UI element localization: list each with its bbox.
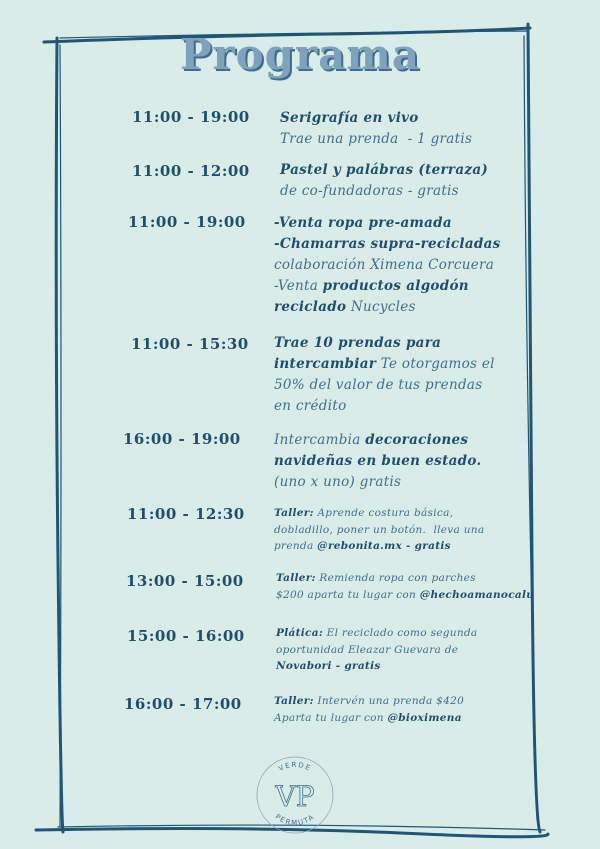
schedule-description [276,570,534,603]
description-line: colaboración Ximena Corcuera [274,257,495,273]
schedule-description [280,160,488,202]
description-line: -Venta productos algodón [274,278,469,294]
description-line: navideñas en buen estado. [274,453,482,469]
description-line: Taller: Remienda ropa con parches [276,572,476,584]
description-line: Plática: El reciclado como segunda [276,627,478,639]
description-line: Aparta tu lugar con @bioximena [274,711,462,724]
schedule-time: 11:00 - 15:30 [131,335,249,353]
description-line: en crédito [274,398,347,414]
description-line: Novabori - gratis [276,660,381,672]
description-line: (uno x uno) gratis [274,474,402,490]
verde-permuta-logo [250,750,340,840]
schedule-description [274,430,481,493]
description-line: reciclado Nucycles [274,299,416,315]
schedule-description [280,108,472,150]
description-line: intercambiar Te otorgamos el [274,356,495,372]
description-line: -Venta ropa pre-amada [274,215,452,231]
description-line: Serigrafía en vivo [280,110,419,126]
schedule-time: 11:00 - 19:00 [132,108,250,126]
schedule-description [276,625,478,675]
schedule-description [274,333,495,417]
description-line: oportunidad Eleazar Guevara de [276,643,459,656]
schedule-time: 16:00 - 17:00 [124,695,242,713]
schedule-time: 11:00 - 12:00 [132,162,250,180]
description-line: $200 aparta tu lugar con @hechoamanocalu [276,588,535,601]
description-line: -Chamarras supra-recicladas [274,236,501,252]
page-title: Programa [179,30,421,79]
description-line: 50% del valor de tus prendas [274,377,483,393]
schedule-description [274,505,484,555]
description-line: Intercambia decoraciones [274,432,469,448]
schedule-description [274,213,501,318]
description-line: Trae una prenda - 1 gratis [280,131,473,147]
description-line: prenda @rebonita.mx - gratis [274,540,451,552]
svg-text:VERDE: VERDE [277,760,313,773]
schedule-time: 13:00 - 15:00 [126,572,244,590]
svg-text:PERMUTA: PERMUTA [273,812,317,828]
description-line: dobladillo, poner un botón. lleva una [274,523,485,536]
schedule-description [274,693,464,726]
schedule-time: 11:00 - 19:00 [128,213,246,231]
description-line: Trae 10 prendas para [274,335,442,351]
description-line: Taller: Intervén una prenda $420 [274,695,465,707]
description-line: Taller: Aprende costura básica, [274,507,454,519]
schedule-time: 16:00 - 19:00 [123,430,241,448]
description-line: de co-fundadoras - gratis [280,183,459,199]
schedule-time: 11:00 - 12:30 [127,505,245,523]
schedule-time: 15:00 - 16:00 [127,627,245,645]
svg-text:VP: VP [275,780,315,813]
description-line: Pastel y palábras (terraza) [280,162,489,178]
